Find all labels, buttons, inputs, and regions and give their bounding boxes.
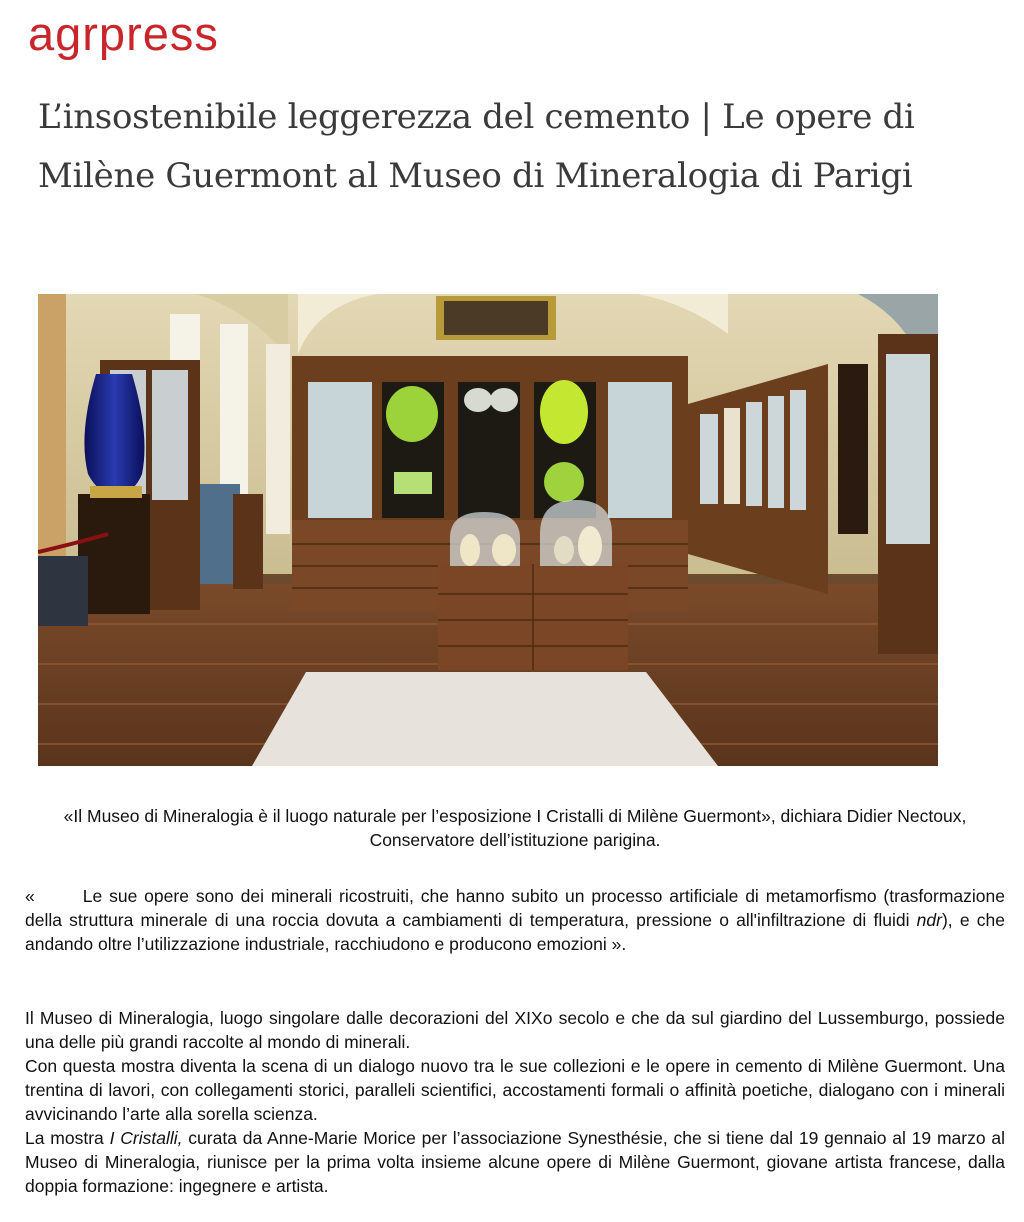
quote-text-start: Le sue opere sono dei minerali ricostruiti, che hanno subito un processo artificiale di metamorfismo (trasformazione della struttura minerale di una roccia dovuta a cambiamenti di temperatura, pressione o all'infiltrazione di fluidi <box>25 886 1005 930</box>
quote-text-end: ), e che andando oltre l’utilizzazione industriale, racchiudono e producono emozioni ». <box>25 910 1005 954</box>
museum-paragraph: Il Museo di Mineralogia, luogo singolare dalle decorazioni del XIXo secolo e che da sul giardino del Lussemburgo, possiede una delle più grandi raccolte al mondo di minerali. <box>25 1008 1005 1052</box>
article-headline: L’insostenibile leggerezza del cemento | Le opere di Milène Guermont al Museo di Mineralogia di Parigi <box>38 97 915 196</box>
site-logo[interactable]: agrpress <box>28 7 219 60</box>
ndr-note: ndr <box>916 910 942 930</box>
article-photo <box>38 294 938 766</box>
curator-text-start: La mostra <box>25 1128 110 1148</box>
curator-paragraph <box>25 1126 1005 1198</box>
exhibition-title: I Cristalli, <box>109 1128 183 1148</box>
photo-caption: «Il Museo di Mineralogia è il luogo naturale per l’esposizione I Cristalli di Milène Guermont», dichiara Didier Nectoux, Conservatore dell’istituzione parigina. <box>63 806 967 850</box>
quote-paragraph <box>25 884 1005 956</box>
quote-open-mark: « <box>25 886 35 906</box>
curator-text-end: curata da Anne-Marie Morice per l’associazione Synesthésie, che si tiene dal 19 gennaio al 19 marzo al Museo di Mineralogia, riunisce per la prima volta insieme alcune opere di Milène Guermont, giovane artista francese, dalla doppia formazione: ingegnere e artista. <box>25 1128 1005 1196</box>
exhibition-paragraph: Con questa mostra diventa la scena di un dialogo nuovo tra le sue collezioni e le opere in cemento di Milène Guermont. Una trentina di lavori, con collegamenti storici, paralleli scientifici, accostamenti formali o affinità poetiche, dialogano con i minerali avvicinando l’arte alla sorella scienza. <box>25 1056 1005 1124</box>
